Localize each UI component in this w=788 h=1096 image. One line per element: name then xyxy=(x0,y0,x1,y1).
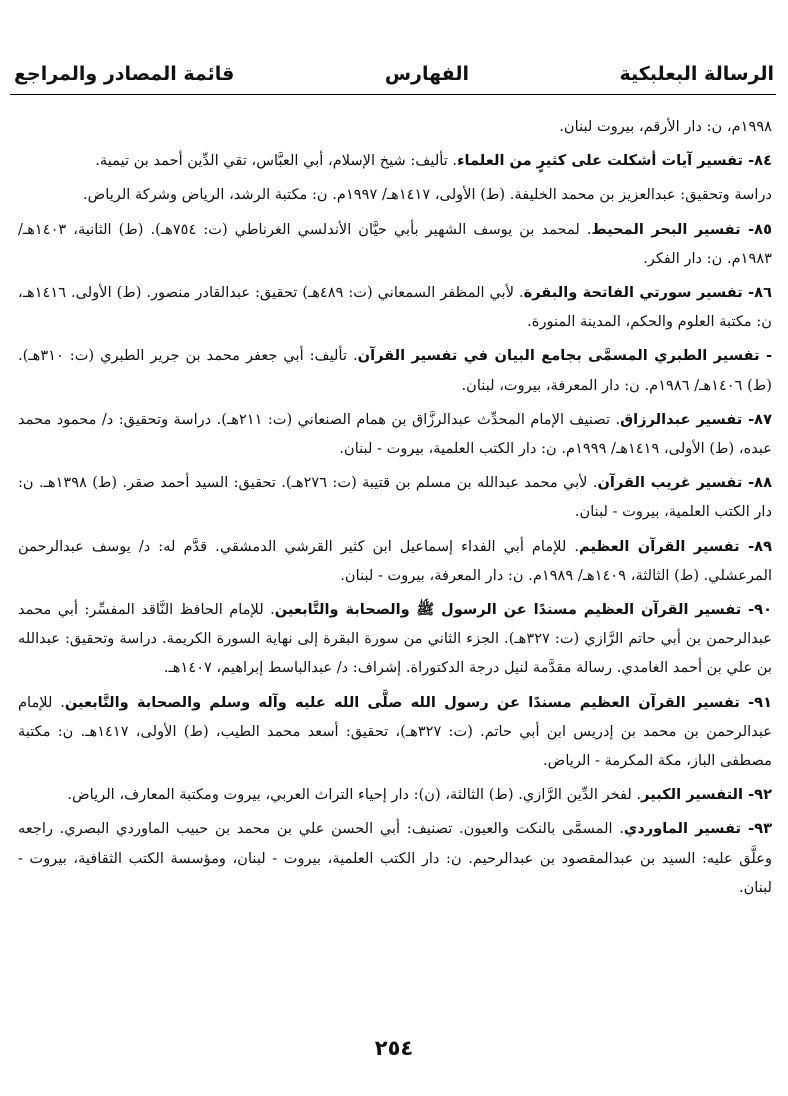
entry-title: ٩٢- التفسير الكبير xyxy=(641,786,772,804)
entry-details: ١٩٩٨م، ن: دار الأرقم، بيروت لبنان. xyxy=(559,118,772,135)
bibliography-entry xyxy=(18,215,772,273)
bibliography-entry xyxy=(18,532,772,590)
entry-details: . تصنيف الإمام المحدِّث عبدالرزَّاق بن همام الصنعاني (ت: ٢١١هـ). دراسة وتحقيق: د/ محمود محمد عبده، (ط) الأولى، ١٤١٩هـ/ ١٩٩٩م. ن: دار الكتب العلمية، بيروت - لبنان. xyxy=(18,410,772,458)
header-divider xyxy=(10,94,776,95)
entry-title: ٩٠- تفسير القرآن العظيم مسندًا عن الرسول ﷺ والصحابة والتَّابعين xyxy=(274,601,772,619)
header-book-title: الرسالة البعلبكية xyxy=(619,63,774,85)
entry-details: . للإمام عبدالرحمن بن محمد بن إدريس ابن أبي حاتم. (ت: ٣٢٧هـ)، تحقيق: أسعد محمد الطيب، (ط) الأولى، ١٤١٧هـ. ن: مكتبة مصطفى الباز، مكة المكرمة - الرياض. xyxy=(18,693,772,770)
entry-details: . للإمام أبي الفداء إسماعيل ابن كثير القرشي الدمشقي. قدَّم له: د/ يوسف عبدالرحمن المرعشلي. (ط) الثالثة، ١٤٠٩هـ/ ١٩٨٩م. ن: دار المعرفة، بيروت - لبنان. xyxy=(18,537,772,584)
bibliography-entry xyxy=(18,814,772,902)
entry-details: دراسة وتحقيق: عبدالعزيز بن محمد الخليفة. (ط) الأولى، ١٤١٧هـ/ ١٩٩٧م. ن: مكتبة الرشد، الرياض وشركة الرياض. xyxy=(83,186,772,204)
entry-details: . تأليف: أبي جعفر محمد بن جرير الطبري (ت: ٣١٠هـ). (ط) ١٤٠٦هـ/ ١٩٨٦م. ن: دار المعرفة، بيروت، لبنان. xyxy=(18,347,772,394)
entry-details: . لمحمد بن يوسف الشهير بأبي حيَّان الأندلسي الغرناطي (ت: ٧٥٤هـ). (ط) الثانية، ١٤٠٣هـ/ ١٩٨٣م. ن: دار الفكر. xyxy=(18,220,772,267)
entry-details: . لأبي محمد عبدالله بن مسلم بن قتيبة (ت: ٢٧٦هـ). تحقيق: السيد أحمد صقر. (ط) ١٣٩٨هـ. ن: دار الكتب العلمية، بيروت - لبنان. xyxy=(18,474,772,521)
bibliography-entry xyxy=(18,688,772,776)
entry-title: ٩١- تفسير القرآن العظيم مسندًا عن رسول الله صلَّى الله عليه وآله وسلم والصحابة والتَّابعين xyxy=(64,693,772,711)
entry-details: . المسمَّى بالنكت والعيون. تصنيف: أبي الحسن علي بن محمد بن حبيب الماوردي البصري. راجعه وعلَّق عليه: السيد بن عبدالمقصود بن عبدالرحيم. ن: دار الكتب العلمية، بيروت - لبنان، ومؤسسة الكتب الثقافية، بيروت - لبنان. xyxy=(18,820,772,896)
bibliography-entry xyxy=(18,341,772,399)
running-header xyxy=(14,56,774,92)
entry-title: - تفسير الطبري المسمَّى بجامع البيان في تفسير القرآن xyxy=(357,347,772,365)
entry-details: . لفخر الدِّين الرَّازي. (ط) الثالثة، (ن): دار إحياء التراث العربي، بيروت ومكتبة المعارف، الرياض. xyxy=(67,786,642,804)
entry-title: ٨٧- تفسير عبدالرزاق xyxy=(620,410,772,428)
entry-title: ٨٤- تفسير آيات أشكلت على كثيرٍ من العلماء xyxy=(457,152,772,170)
page-number: ٢٥٤ xyxy=(374,1036,414,1060)
bibliography-entry xyxy=(18,146,772,175)
entry-details: . تأليف: شيخ الإسلام، أبي العبَّاس، تقي الدِّين أحمد بن تيمية. xyxy=(95,152,458,170)
bibliography-entry xyxy=(18,595,772,683)
entry-details: . لأبي المظفر السمعاني (ت: ٤٨٩هـ) تحقيق: عبدالقادر منصور. (ط) الأولى. ١٤١٦هـ، ن: مكتبة العلوم والحكم، المدينة المنورة. xyxy=(18,284,772,331)
bibliography-entry xyxy=(18,468,772,526)
bibliography-entry xyxy=(18,405,772,463)
bibliography-entry xyxy=(18,180,772,209)
entry-title: ٨٦- تفسير سورتي الفاتحة والبقرة xyxy=(523,284,772,302)
bibliography-entry xyxy=(18,780,772,809)
header-chapter-title: قائمة المصادر والمراجع xyxy=(14,63,235,85)
bibliography-entry xyxy=(18,278,772,336)
entry-title: ٨٥- تفسير البحر المحيط xyxy=(591,220,772,238)
bibliography-list xyxy=(18,112,772,907)
entry-details: . للإمام الحافظ النَّاقد المفسِّر: أبي محمد عبدالرحمن بن أبي حاتم الرَّازي (ت: ٣٢٧هـ). الجزء الثاني من سورة البقرة إلى نهاية السورة الكريمة. دراسة وتحقيق: عبدالله بن علي بن أحمد الغامدي. رسالة مقدَّمة لنيل درجة الدكتوراة. إشراف: د/ عبدالباسط إبراهيم، ١٤٠٧هـ. xyxy=(18,601,772,677)
entry-title: ٩٣- تفسير الماوردي xyxy=(623,820,772,838)
header-section-title: الفهارس xyxy=(384,63,469,85)
entry-title: ٨٩- تفسير القرآن العظيم xyxy=(579,537,772,555)
bibliography-entry xyxy=(18,112,772,141)
entry-title: ٨٨- تفسير غريب القرآن xyxy=(597,474,772,492)
